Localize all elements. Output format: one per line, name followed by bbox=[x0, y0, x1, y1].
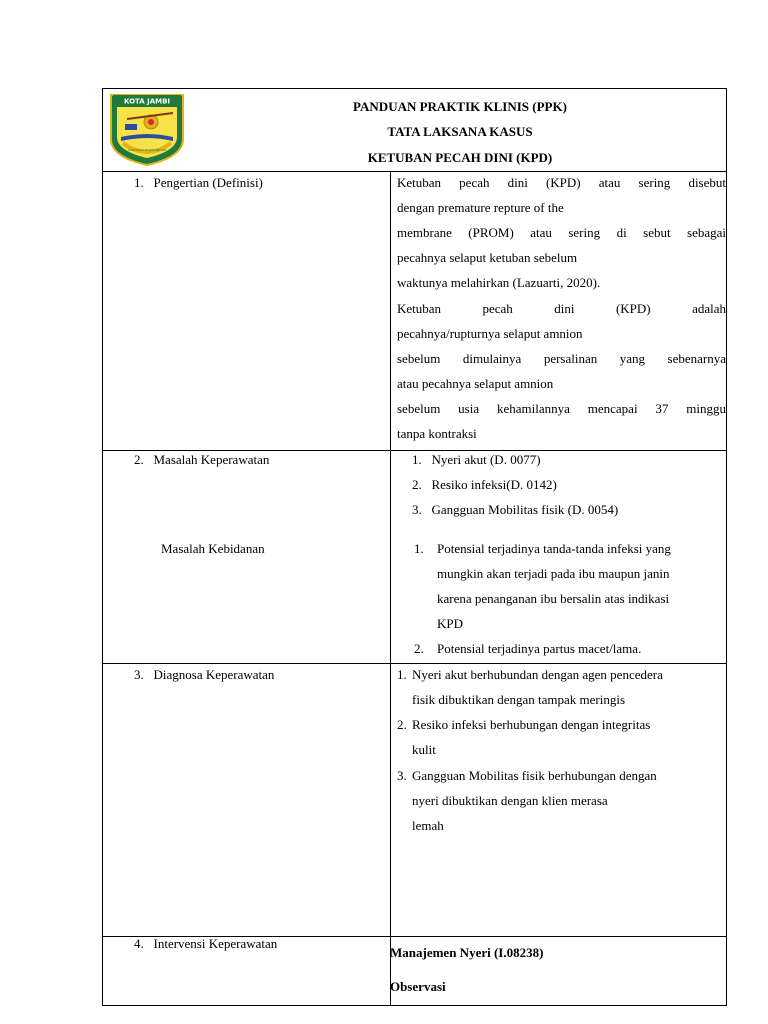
document-subtitle: TATA LAKSANA KASUS bbox=[387, 124, 533, 139]
midwifery-item-number: 1. bbox=[414, 541, 424, 556]
definition-line: sebelum dimulainya persalinan yang sebenarnya bbox=[397, 351, 726, 366]
definition-line: atau pecahnya selaput amnion bbox=[397, 376, 554, 391]
definition-line: pecahnya/rupturnya selaput amnion bbox=[397, 326, 583, 341]
diagnosis-item-text: Resiko infeksi berhubungan dengan integritas bbox=[412, 717, 651, 732]
diagnosis-item-number: 1. bbox=[397, 667, 407, 682]
midwifery-item-text: Potensial terjadinya partus macet/lama. bbox=[437, 641, 642, 656]
definition-line: Ketuban pecah dini (KPD) atau sering disebut bbox=[397, 175, 726, 190]
intervention-heading: Manajemen Nyeri (I.08238) bbox=[390, 945, 544, 960]
definition-line: Ketuban pecah dini (KPD) adalah bbox=[397, 301, 726, 316]
row-label-nursing-intervention: 4. Intervensi Keperawatan bbox=[134, 936, 278, 951]
table-column-divider bbox=[390, 171, 391, 1006]
row-label-midwifery-problem: Masalah Kebidanan bbox=[161, 541, 265, 556]
definition-line: tanpa kontraksi bbox=[397, 426, 477, 441]
definition-line: membrane (PROM) atau sering di sebut sebagai bbox=[397, 225, 726, 240]
diagnosis-item-number: 3. bbox=[397, 768, 407, 783]
nursing-problem-item: 2. Resiko infeksi(D. 0142) bbox=[412, 477, 557, 492]
diagnosis-item-text: Gangguan Mobilitas fisik berhubungan dengan bbox=[412, 768, 657, 783]
document-title: PANDUAN PRAKTIK KLINIS (PPK) bbox=[353, 99, 567, 114]
table-border-top bbox=[102, 88, 727, 89]
diagnosis-item-number: 2. bbox=[397, 717, 407, 732]
diagnosis-item-text: lemah bbox=[412, 818, 444, 833]
logo-banner-text: KOTA JAMBI bbox=[123, 97, 171, 106]
definition-line: dengan premature repture of the bbox=[397, 200, 564, 215]
definition-line: sebelum usia kehamilannya mencapai 37 minggu bbox=[397, 401, 726, 416]
diagnosis-item-text: nyeri dibuktikan dengan klien merasa bbox=[412, 793, 608, 808]
midwifery-item-text: karena penanganan ibu bersalin atas indikasi bbox=[437, 591, 670, 606]
nursing-problem-item: 1. Nyeri akut (D. 0077) bbox=[412, 452, 541, 467]
document-case-title: KETUBAN PECAH DINI (KPD) bbox=[367, 150, 553, 165]
logo-motto: TANAH PILIH PESAKO BETUAH bbox=[127, 149, 167, 152]
table-border-bottom bbox=[102, 1005, 727, 1006]
table-border-right bbox=[726, 88, 727, 1006]
definition-line: waktunya melahirkan (Lazuarti, 2020). bbox=[397, 275, 601, 290]
diagnosis-item-text: kulit bbox=[412, 742, 436, 757]
diagnosis-item-text: Nyeri akut berhubundan dengan agen pencedera bbox=[412, 667, 663, 682]
midwifery-item-text: KPD bbox=[437, 616, 464, 631]
diagnosis-item-text: fisik dibuktikan dengan tampak meringis bbox=[412, 692, 626, 707]
nursing-problem-item: 3. Gangguan Mobilitas fisik (D. 0054) bbox=[412, 502, 619, 517]
kota-jambi-logo bbox=[107, 91, 187, 167]
row-label-nursing-problem: 2. Masalah Keperawatan bbox=[134, 452, 270, 467]
midwifery-item-text: Potensial terjadinya tanda-tanda infeksi yang bbox=[437, 541, 671, 556]
table-border-left bbox=[102, 88, 103, 1006]
midwifery-item-number: 2. bbox=[414, 641, 424, 656]
row-label-nursing-diagnosis: 3. Diagnosa Keperawatan bbox=[134, 667, 275, 682]
midwifery-item-text: mungkin akan terjadi pada ibu maupun janin bbox=[437, 566, 670, 581]
intervention-subheading: Observasi bbox=[390, 979, 446, 994]
definition-line: pecahnya selaput ketuban sebelum bbox=[397, 250, 578, 265]
row-label-definition: 1. Pengertian (Definisi) bbox=[134, 175, 263, 190]
